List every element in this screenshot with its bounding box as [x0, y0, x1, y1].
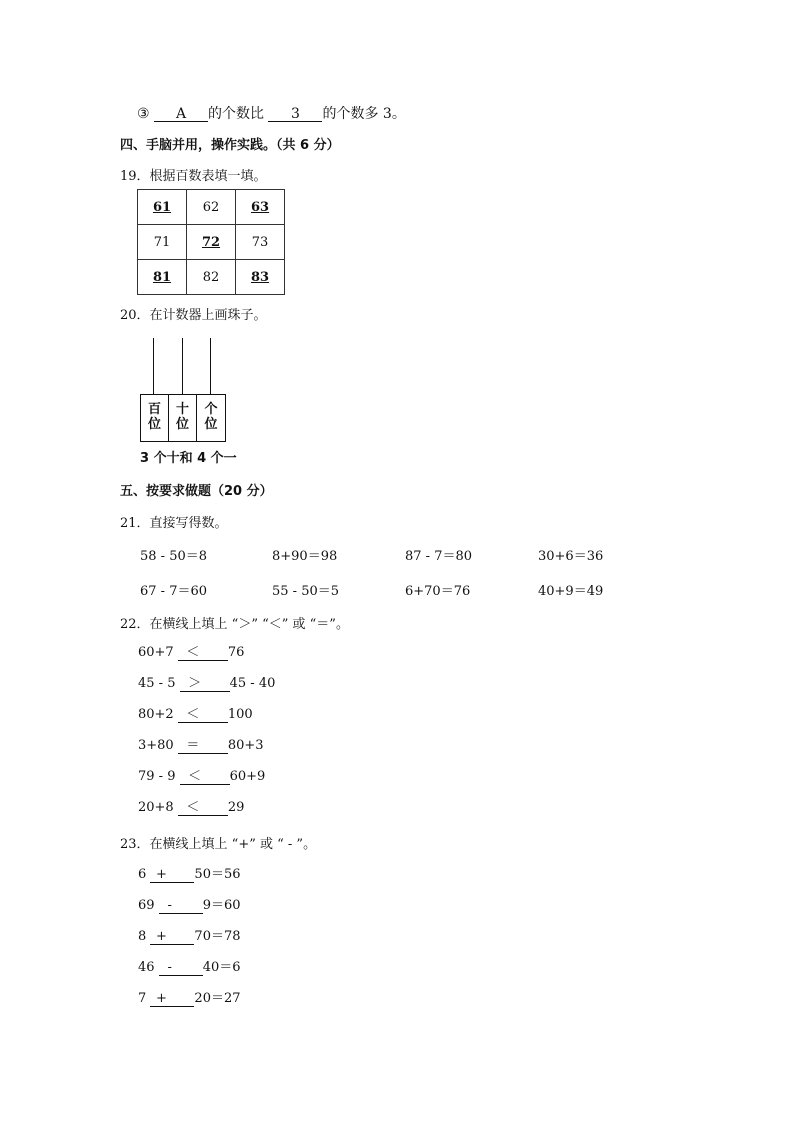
hundred-table-cell: 73 [236, 225, 285, 260]
q22-item [138, 769, 265, 785]
q23-left: 46 [138, 960, 155, 975]
q18-blank-1: A [154, 107, 208, 122]
q23-right: 40＝6 [202, 960, 241, 975]
q19-prompt: 19．根据百数表填一填。 [120, 169, 267, 184]
q22-item [138, 676, 275, 692]
q18-line [137, 103, 406, 123]
q18-blank-2: 3 [268, 107, 322, 122]
q23-left: 6 [138, 867, 147, 882]
abacus-caption: 3 个十和 4 个一 [140, 451, 237, 466]
q21-item: 8+90＝98 [272, 549, 338, 564]
q22-left: 45 - 5 [138, 676, 176, 691]
q23-blank-tail [172, 868, 194, 883]
q23-answer-blank[interactable]: - [159, 961, 181, 976]
q23-blank-tail [181, 899, 203, 914]
q22-answer-blank[interactable]: ＜ [180, 770, 210, 785]
q22-item [138, 645, 244, 661]
hundred-table-cell: 61 [138, 190, 187, 225]
hundred-table-cell: 62 [187, 190, 236, 225]
q23-prompt: 23．在横线上填上 “+” 或 “ - ”。 [120, 837, 317, 852]
hundred-table-row [138, 260, 285, 295]
q23-item [138, 894, 241, 914]
q22-answer-blank[interactable]: ＜ [178, 708, 208, 723]
q22-item [138, 738, 264, 754]
hundred-table-cell: 82 [187, 260, 236, 295]
q23-blank-tail [172, 992, 194, 1007]
q22-blank-tail [208, 801, 228, 816]
section-4-title: 四、手脑并用，操作实践。（共 6 分） [120, 138, 340, 153]
q23-answer-blank[interactable]: + [150, 992, 172, 1007]
q21-item: 55 - 50＝5 [272, 584, 340, 599]
q23-answer-blank[interactable]: + [150, 930, 172, 945]
q22-right: 76 [227, 645, 245, 660]
q22-blank-tail [208, 708, 228, 723]
q18-text-1: 的个数比 [208, 106, 265, 122]
q21-item: 30+6＝36 [538, 549, 604, 564]
q18-marker: ③ [137, 106, 150, 122]
hundred-table-cell: 81 [138, 260, 187, 295]
q23-blank-tail [181, 961, 203, 976]
abacus-label-hundreds: 百 位 [141, 395, 169, 441]
hundred-table-cell: 72 [187, 225, 236, 260]
q22-right: 60+9 [229, 769, 266, 784]
q18-text-2: 的个数多 3。 [322, 106, 406, 122]
hundred-table-row [138, 190, 285, 225]
q22-right: 100 [227, 707, 253, 722]
q22-prompt: 22．在横线上填上 “＞” “＜” 或 “＝”。 [120, 617, 349, 632]
q22-blank-tail [210, 677, 230, 692]
q21-item: 58 - 50＝8 [140, 549, 208, 564]
section-5-title: 五、按要求做题（20 分） [120, 484, 273, 499]
q21-item: 6+70＝76 [405, 584, 471, 599]
q23-left: 8 [138, 929, 147, 944]
abacus-rod-hundreds [153, 338, 154, 394]
q23-item [138, 956, 241, 976]
q23-item [138, 863, 241, 883]
q22-right: 80+3 [227, 738, 264, 753]
abacus-label-tens: 十 位 [169, 395, 197, 441]
q21-item: 40+9＝49 [538, 584, 604, 599]
q22-left: 20+8 [138, 800, 174, 815]
q21-item: 67 - 7＝60 [140, 584, 208, 599]
q20-prompt: 20．在计数器上画珠子。 [120, 308, 267, 323]
hundred-table-row [138, 225, 285, 260]
q22-blank-tail [208, 739, 228, 754]
q23-left: 69 [138, 898, 155, 913]
q22-answer-blank[interactable]: ＞ [180, 677, 210, 692]
q23-right: 20＝27 [194, 991, 241, 1006]
q22-right: 45 - 40 [229, 676, 276, 691]
q23-right: 50＝56 [194, 867, 241, 882]
q22-answer-blank[interactable]: ＜ [178, 801, 208, 816]
q22-answer-blank[interactable]: ＜ [178, 646, 208, 661]
hundred-table [137, 189, 285, 295]
q21-item: 87 - 7＝80 [405, 549, 473, 564]
q22-left: 79 - 9 [138, 769, 176, 784]
q23-answer-blank[interactable]: + [150, 868, 172, 883]
q22-right: 29 [227, 800, 245, 815]
q23-right: 70＝78 [194, 929, 241, 944]
q21-prompt: 21．直接写得数。 [120, 516, 228, 531]
hundred-table-cell: 63 [236, 190, 285, 225]
abacus-rod-ones [210, 338, 211, 394]
abacus-label-ones: 个 位 [204, 402, 218, 432]
q22-blank-tail [210, 770, 230, 785]
q22-item [138, 707, 253, 723]
q22-item [138, 800, 244, 816]
abacus-base [140, 394, 226, 442]
q23-item [138, 925, 241, 945]
q23-answer-blank[interactable]: - [159, 899, 181, 914]
q23-blank-tail [172, 930, 194, 945]
q23-right: 9＝60 [202, 898, 241, 913]
hundred-table-cell: 71 [138, 225, 187, 260]
q22-left: 60+7 [138, 645, 174, 660]
q23-item [138, 987, 241, 1007]
abacus [140, 338, 226, 442]
q23-left: 7 [138, 991, 147, 1006]
q22-answer-blank[interactable]: ＝ [178, 739, 208, 754]
q22-blank-tail [208, 646, 228, 661]
q22-left: 3+80 [138, 738, 174, 753]
hundred-table-cell: 83 [236, 260, 285, 295]
q22-left: 80+2 [138, 707, 174, 722]
abacus-rod-tens [182, 338, 183, 394]
